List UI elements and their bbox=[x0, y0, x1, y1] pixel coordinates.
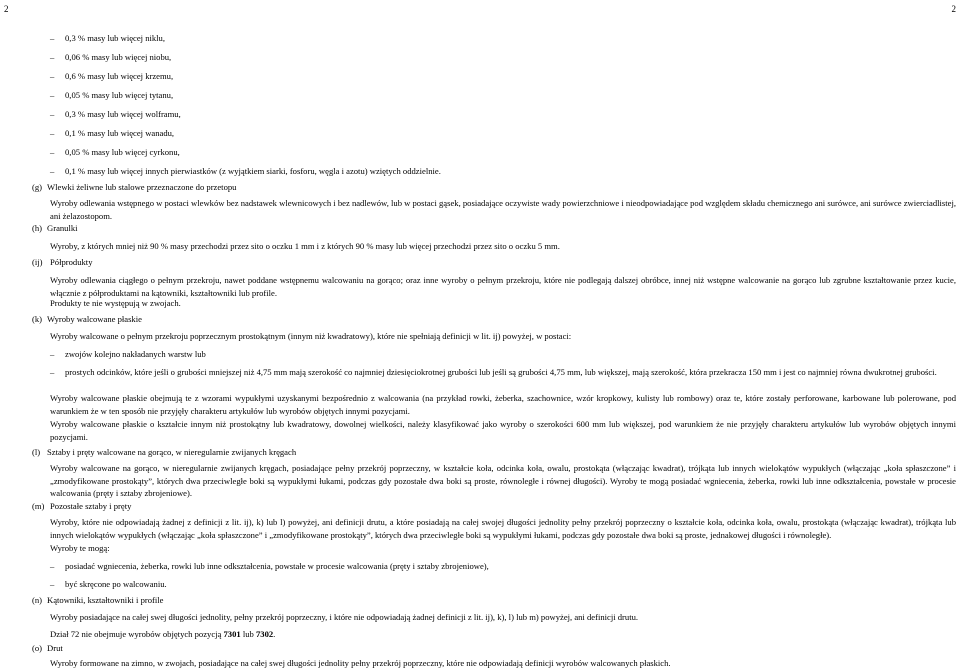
dash-marker: – bbox=[50, 71, 55, 81]
list-item-text: 0,1 % masy lub więcej innych pierwiastków (z wyjątkiem siarki, fosforu, węgla i azotu) wziętych oddzielnie. bbox=[65, 166, 441, 176]
page-number-left: 2 bbox=[4, 4, 9, 14]
section-label: (h) bbox=[32, 223, 43, 233]
section-title: Drut bbox=[47, 643, 63, 653]
section-ij-text: Wyroby odlewania ciągłego o pełnym przekroju, nawet poddane wstępnemu walcowaniu na gorąco; oraz inne wyroby o pełnym przekroju, które nie podlegają dalszej obróbce, innej niż wstępne walcowanie na gorąco lub zgrubne kształtowanie przez kucie, włącznie z półproduktami na kątowniki, kształtowniki lub profile. bbox=[50, 275, 956, 298]
section-g-text: Wyroby odlewania wstępnego w postaci wlewków bez nadstawek wlewnicowych i bez nadlewów, lub w postaci gąsek, posiadające oczywiste wady powierzchniowe i nieodpowiadające pod względem składu chemicznego ani surówce, ani surówce zwierciadlistej, ani żelazostopom. bbox=[50, 198, 956, 221]
list-item-text: zwojów kolejno nakładanych warstw lub bbox=[65, 349, 206, 359]
dash-marker: – bbox=[50, 90, 55, 100]
dash-marker: – bbox=[50, 579, 55, 589]
section-o-text: Wyroby formowane na zimno, w zwojach, posiadające na całej swej długości jednolity pełny przekrój poprzeczny, które nie odpowiadają definicji wyrobów walcowanych płaskich. bbox=[50, 658, 671, 668]
text-fragment: . bbox=[273, 629, 276, 639]
section-n-text1: Wyroby posiadające na całej swej długości jednolity, pełny przekrój poprzeczny, i które nie odpowiadają żadnej definicji z lit. ij), k), l) lub m) powyżej, ani definicji drutu. bbox=[50, 612, 639, 622]
dash-marker: – bbox=[50, 147, 55, 157]
section-label: (g) bbox=[32, 182, 43, 192]
page-number-right: 2 bbox=[951, 4, 956, 14]
section-label: (n) bbox=[32, 595, 43, 605]
dash-marker: – bbox=[50, 109, 55, 119]
dash-marker: – bbox=[50, 128, 55, 138]
heading-code-7301: 7301 bbox=[223, 629, 241, 639]
section-title: Kątowniki, kształtowniki i profile bbox=[47, 595, 164, 605]
list-item-text: prostych odcinków, które jeśli o grubości mniejszej niż 4,75 mm mają szerokość co najmniej dziesięciokrotnej grubości lub jeśli są grubości 4,75 mm, lub większej, mają szerokość, która przekracza 150 mm i jest co najmniej równa dwukrotnej grubości. bbox=[65, 367, 937, 377]
section-title: Wyroby walcowane płaskie bbox=[47, 314, 142, 324]
section-label: (m) bbox=[32, 501, 45, 511]
section-title: Wlewki żeliwne lub stalowe przeznaczone do przetopu bbox=[47, 182, 237, 192]
section-title: Pozostałe sztaby i pręty bbox=[50, 501, 132, 511]
list-item-text: 0,3 % masy lub więcej niklu, bbox=[65, 33, 166, 43]
list-item-text: 0,6 % masy lub więcej krzemu, bbox=[65, 71, 174, 81]
section-k-text3: Wyroby walcowane płaskie obejmują te z wzorami wypukłymi uzyskanymi bezpośrednio z walcowania (na przykład rowki, żeberka, szachownice, wzór kropkowy, kulisty lub rombowy) oraz te, które zostały perforowane, karbowane lub polerowane, pod warunkiem że w ten sposób nie przyjęły charakteru artykułów lub wyrobów objętych innymi pozycjami. bbox=[50, 393, 956, 416]
section-title: Półprodukty bbox=[50, 257, 93, 267]
text-fragment: lub bbox=[240, 629, 256, 639]
section-title: Sztaby i pręty walcowane na gorąco, w nieregularnie zwijanych kręgach bbox=[47, 447, 297, 457]
section-ij-note: Produkty te nie występują w zwojach. bbox=[50, 298, 181, 308]
list-item-text: 0,06 % masy lub więcej niobu, bbox=[65, 52, 172, 62]
section-k-text4: Wyroby walcowane płaskie o kształcie innym niż prostokątny lub kwadratowy, dowolnej wielkości, należy klasyfikować jako wyroby o szerokości 600 mm lub większej, pod warunkiem że nie przyjęły charakteru artykułów lub wyrobów objętych innymi pozycjami. bbox=[50, 419, 956, 442]
dash-marker: – bbox=[50, 349, 55, 359]
list-item-text: być skręcone po walcowaniu. bbox=[65, 579, 167, 589]
section-label: (o) bbox=[32, 643, 43, 653]
dash-marker: – bbox=[50, 52, 55, 62]
list-item-text: posiadać wgniecenia, żeberka, rowki lub inne odkształcenia, powstałe w procesie walcowania (pręty i sztaby zbrojeniowe), bbox=[65, 561, 489, 571]
section-title: Granulki bbox=[47, 223, 78, 233]
section-h-text: Wyroby, z których mniej niż 90 % masy przechodzi przez sito o oczku 1 mm i z których 90 % masy lub więcej przechodzi przez sito o oczku 5 mm. bbox=[50, 241, 560, 251]
dash-marker: – bbox=[50, 561, 55, 571]
section-label: (ij) bbox=[32, 257, 43, 267]
heading-code-7302: 7302 bbox=[255, 629, 274, 639]
section-label: (k) bbox=[32, 314, 43, 324]
dash-marker: – bbox=[50, 166, 55, 176]
section-m-text1: Wyroby, które nie odpowiadają żadnej z definicji z lit. ij), k) lub l) powyżej, ani definicji drutu, a które posiadają na całej swojej długości jednolity pełny przekrój poprzeczny o kształcie koła, odcinka koła, owalu, prostokąta (włączając kwadrat), trójkąta lub innych wielokątów wypukłych (włączając „koła spłaszczone” i „zmodyfikowane prostokąty”, których dwa przeciwległe boki są wypukłymi łukami, podczas gdy pozostałe dwa boki są proste, jednakowej długości i równoległe). bbox=[50, 517, 956, 540]
dash-marker: – bbox=[50, 367, 55, 377]
section-l-text: Wyroby walcowane na gorąco, w nieregularnie zwijanych kręgach, posiadające pełny przekrój poprzeczny, w kształcie koła, odcinka koła, owalu, prostokąta (włączając kwadrat), trójkąta lub innych wielokątów wypukłych (włączając „koła spłaszczone” i „zmodyfikowane prostokąty”, których dwa przeciwległe boki są wypukłymi łukami, podczas gdy pozostałe dwa boki są proste, równoległe i równej długości). Wyroby te mogą posiadać wgniecenia, żeberka, rowki lub inne odkształcenia, powstałe w procesie walcowania (pręty i sztaby zbrojeniowe). bbox=[50, 463, 956, 499]
text-fragment: Dział 72 nie obejmuje wyrobów objętych pozycją bbox=[50, 629, 224, 639]
section-k-intro: Wyroby walcowane o pełnym przekroju poprzecznym prostokątnym (innym niż kwadratowy), które nie spełniają definicji w lit. ij) powyżej, w postaci: bbox=[50, 331, 572, 341]
dash-marker: – bbox=[50, 33, 55, 43]
section-label: (l) bbox=[32, 447, 41, 457]
section-n-text2 bbox=[50, 628, 956, 641]
list-item-text: 0,05 % masy lub więcej cyrkonu, bbox=[65, 147, 180, 157]
list-item-text: 0,1 % masy lub więcej wanadu, bbox=[65, 128, 175, 138]
list-item-text: 0,05 % masy lub więcej tytanu, bbox=[65, 90, 174, 100]
list-item-text: 0,3 % masy lub więcej wolframu, bbox=[65, 109, 181, 119]
section-m-text2: Wyroby te mogą: bbox=[50, 543, 110, 553]
